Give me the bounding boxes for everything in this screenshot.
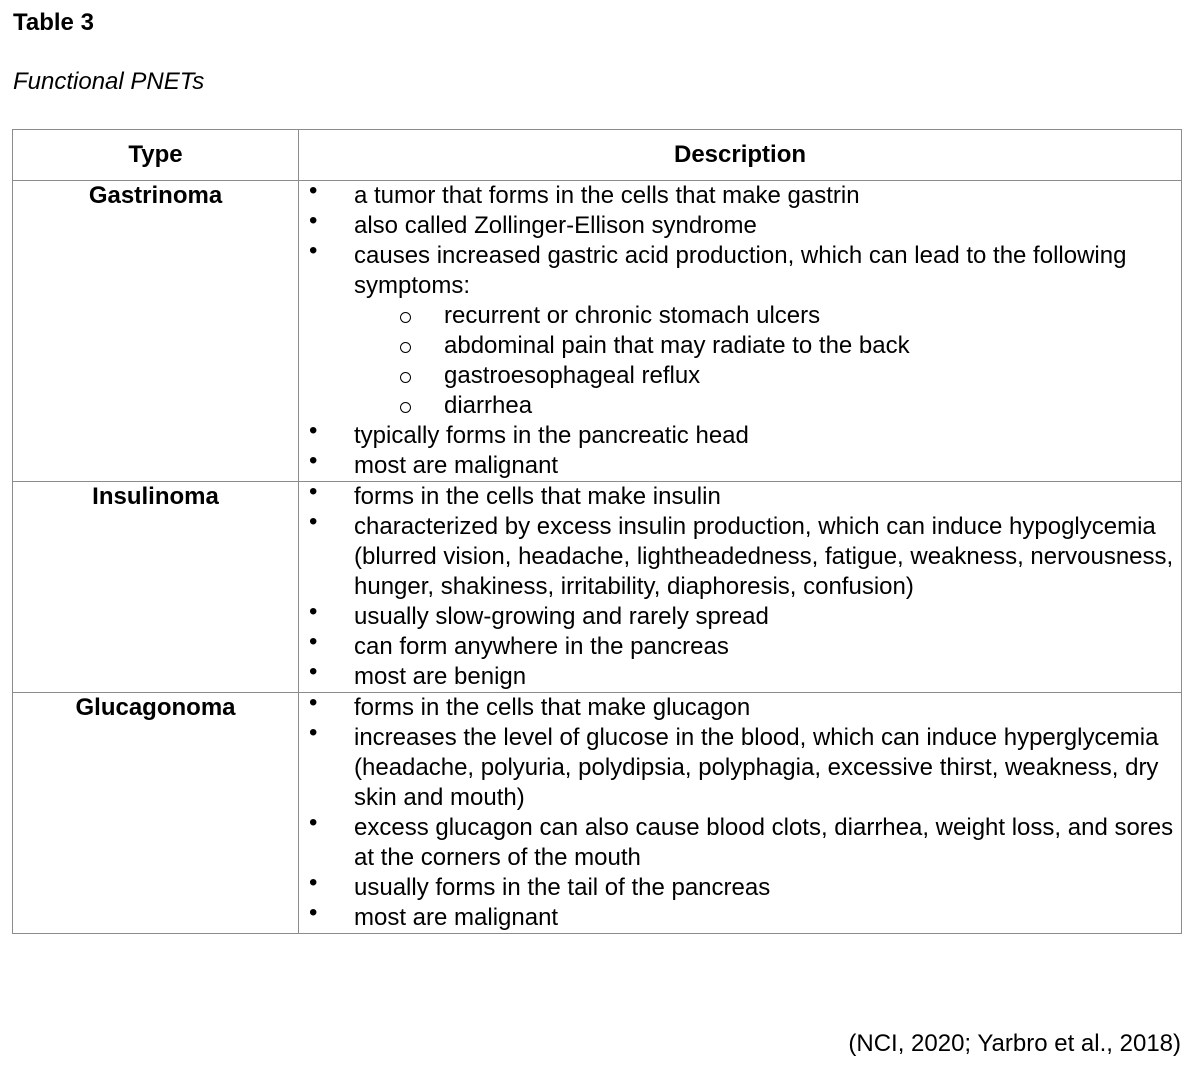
table-caption: Functional PNETs xyxy=(13,68,205,95)
tumor-type: Gastrinoma xyxy=(13,181,299,482)
description-item xyxy=(299,241,1181,421)
description-item xyxy=(299,512,1181,602)
description-item xyxy=(299,723,1181,813)
column-header-description: Description xyxy=(299,130,1182,181)
description-item xyxy=(299,873,1181,903)
description-item-text: most are malignant xyxy=(354,452,559,479)
symptom-item: abdominal pain that may radiate to the back xyxy=(354,331,1181,361)
description-item xyxy=(299,632,1181,662)
pnet-table xyxy=(12,129,1182,934)
symptom-list xyxy=(354,301,1181,421)
description-item xyxy=(299,421,1181,451)
description-item-text: increases the level of glucose in the blood, which can induce hyperglycemia (headache, polyuria, polydipsia, polyphagia, excessive thirst, weakness, dry skin and mouth) xyxy=(354,724,1159,811)
tumor-description xyxy=(299,693,1182,934)
table-row xyxy=(13,181,1182,482)
header-row xyxy=(13,130,1182,181)
symptom-item: gastroesophageal reflux xyxy=(354,361,1181,391)
description-item xyxy=(299,211,1181,241)
description-item-text: causes increased gastric acid production, which can lead to the following symptoms: xyxy=(354,242,1127,299)
description-item-text: a tumor that forms in the cells that make gastrin xyxy=(354,182,860,209)
tumor-description xyxy=(299,181,1182,482)
description-list xyxy=(299,482,1181,692)
tumor-description xyxy=(299,482,1182,693)
description-item-text: excess glucagon can also cause blood clots, diarrhea, weight loss, and sores at the corners of the mouth xyxy=(354,814,1174,871)
table-label: Table 3 xyxy=(13,9,94,36)
description-item xyxy=(299,693,1181,723)
description-item xyxy=(299,813,1181,873)
tumor-type: Glucagonoma xyxy=(13,693,299,934)
description-item-text: most are benign xyxy=(354,663,527,690)
column-header-type: Type xyxy=(13,130,299,181)
description-item-text: most are malignant xyxy=(354,904,559,931)
description-item xyxy=(299,602,1181,632)
description-item-text: forms in the cells that make glucagon xyxy=(354,694,751,721)
description-item xyxy=(299,451,1181,481)
description-list xyxy=(299,693,1181,933)
description-item-text: characterized by excess insulin production, which can induce hypoglycemia (blurred vision, headache, lightheadedness, fatigue, weakness, nervousness, hunger, shakiness, irritability, diaphoresis, confusion) xyxy=(354,513,1174,600)
description-item xyxy=(299,662,1181,692)
description-item xyxy=(299,181,1181,211)
description-item xyxy=(299,903,1181,933)
description-item-text: also called Zollinger-Ellison syndrome xyxy=(354,212,757,239)
description-item-text: usually forms in the tail of the pancreas xyxy=(354,874,771,901)
table-row xyxy=(13,482,1182,693)
source-citation: (NCI, 2020; Yarbro et al., 2018) xyxy=(848,1030,1181,1057)
symptom-item: diarrhea xyxy=(354,391,1181,421)
description-item-text: usually slow-growing and rarely spread xyxy=(354,603,769,630)
description-list xyxy=(299,181,1181,481)
symptom-item: recurrent or chronic stomach ulcers xyxy=(354,301,1181,331)
table-row xyxy=(13,693,1182,934)
description-item-text: forms in the cells that make insulin xyxy=(354,483,721,510)
description-item xyxy=(299,482,1181,512)
tumor-type: Insulinoma xyxy=(13,482,299,693)
table-body xyxy=(13,181,1182,934)
description-item-text: can form anywhere in the pancreas xyxy=(354,633,729,660)
description-item-text: typically forms in the pancreatic head xyxy=(354,422,749,449)
